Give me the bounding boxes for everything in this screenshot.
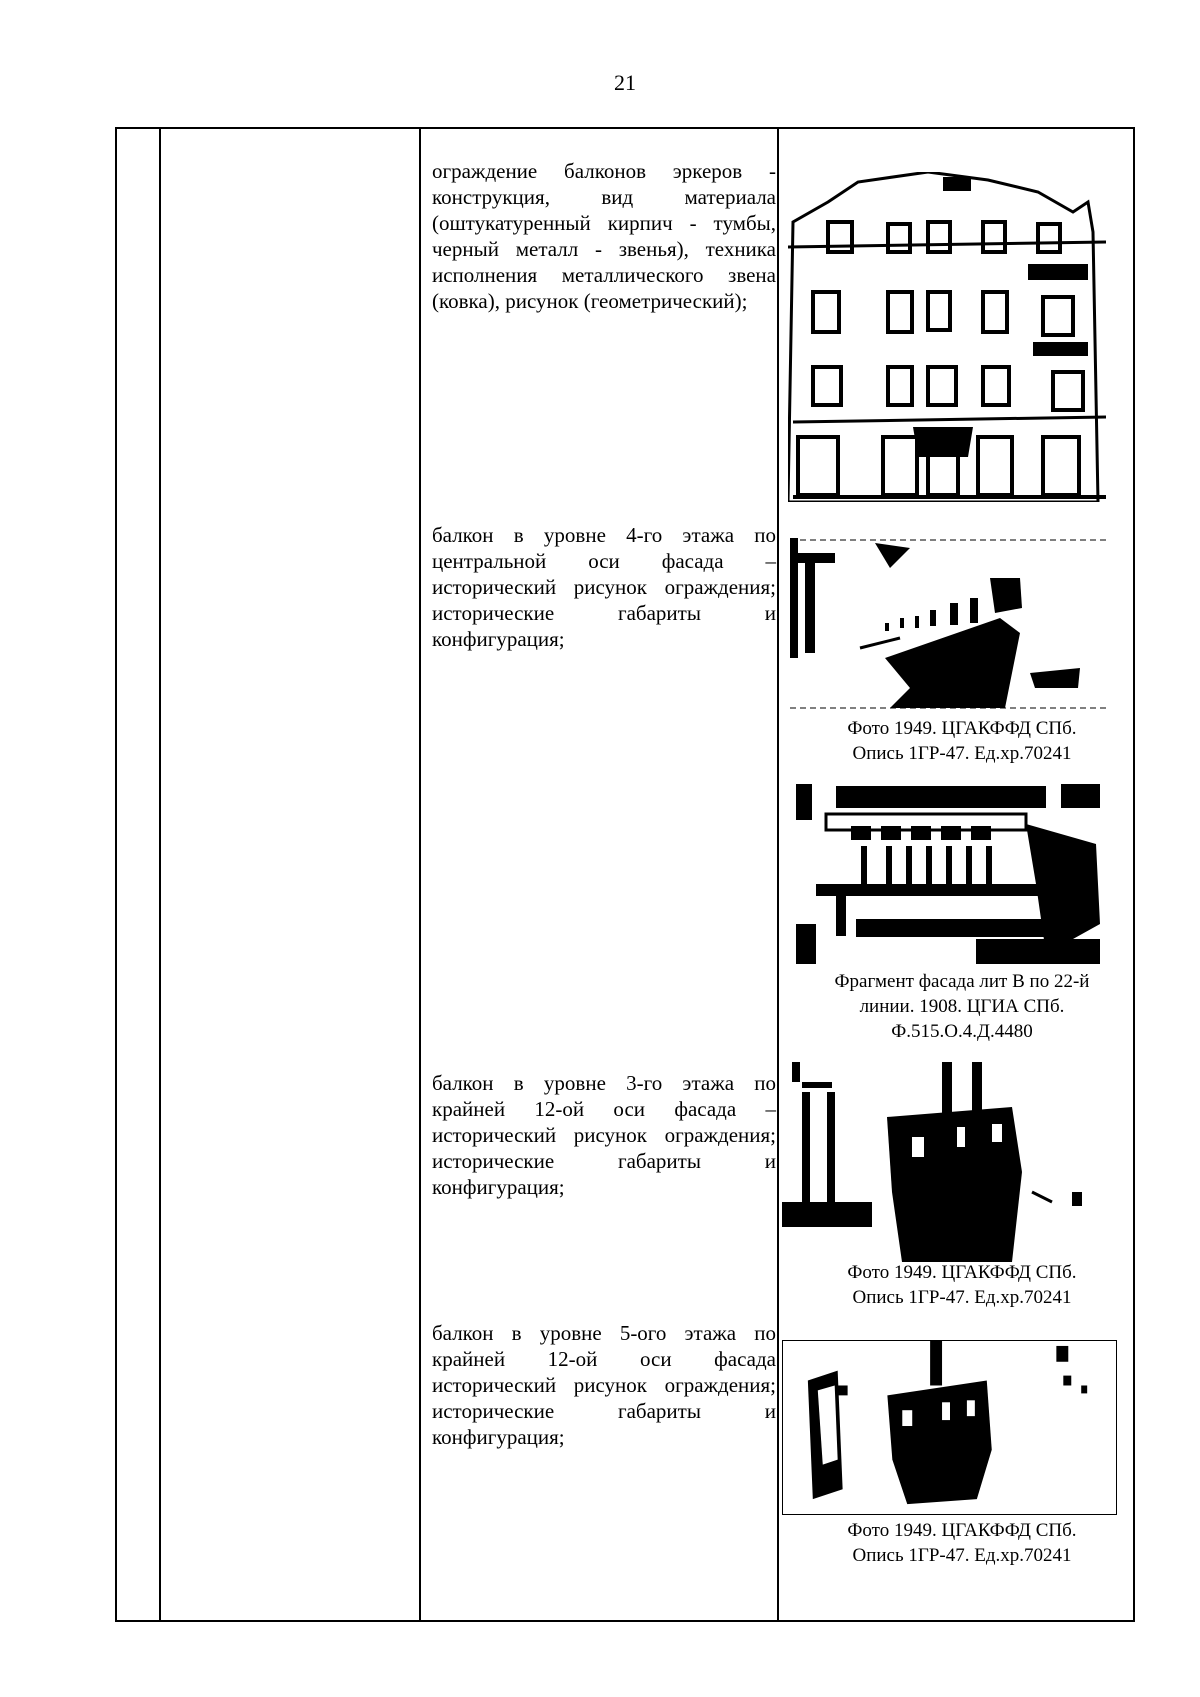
photo-caption bbox=[782, 1518, 1142, 1568]
column-divider bbox=[159, 129, 161, 1620]
caption-line: Опись 1ГР-47. Ед.хр.70241 bbox=[852, 743, 1072, 764]
photo-caption bbox=[782, 716, 1142, 766]
caption-line: Фото 1949. ЦГАКФФД СПб. bbox=[847, 1520, 1077, 1541]
caption-line: Фрагмент фасада лит В по 22-й bbox=[834, 971, 1090, 992]
caption-line: линии. 1908. ЦГИА СПб. bbox=[859, 996, 1065, 1017]
drawing-fragment bbox=[796, 784, 1100, 964]
caption-line: Фото 1949. ЦГАКФФД СПб. bbox=[847, 1262, 1077, 1283]
row-2-text: балкон в уровне 4-го этажа по центральной оси фасада – исторический рисунок ограждения; исторические габариты и конфигурация; bbox=[432, 523, 776, 651]
photo-caption bbox=[782, 969, 1142, 1044]
balcony-photo bbox=[782, 1062, 1100, 1262]
caption-line: Ф.515.О.4.Д.4480 bbox=[891, 1021, 1033, 1042]
row-3-text: балкон в уровне 3-го этажа по крайней 12-ой оси фасада – исторический рисунок ограждения; исторические габариты и конфигурация; bbox=[432, 1071, 776, 1199]
balcony-photo bbox=[790, 538, 1106, 710]
caption-line: Опись 1ГР-47. Ед.хр.70241 bbox=[852, 1287, 1072, 1308]
facade-photo bbox=[788, 172, 1106, 502]
balcony-photo bbox=[782, 1340, 1117, 1515]
column-divider bbox=[419, 129, 421, 1620]
column-divider bbox=[777, 129, 779, 1620]
row-4-text: балкон в уровне 5-ого этажа по крайней 12-ой оси фасада исторический рисунок ограждения; исторические габариты и конфигурация; bbox=[432, 1321, 776, 1449]
caption-line: Фото 1949. ЦГАКФФД СПб. bbox=[847, 718, 1077, 739]
page-number: 21 bbox=[614, 70, 636, 95]
photo-caption bbox=[782, 1260, 1142, 1310]
caption-line: Опись 1ГР-47. Ед.хр.70241 bbox=[852, 1545, 1072, 1566]
row-1-text: ограждение балконов эркеров - конструкция, вид материала (оштукатуренный кирпич - тумбы, черный металл - звенья), техника исполнения металлического звена (ковка), рисунок (геометрический); bbox=[432, 159, 776, 313]
